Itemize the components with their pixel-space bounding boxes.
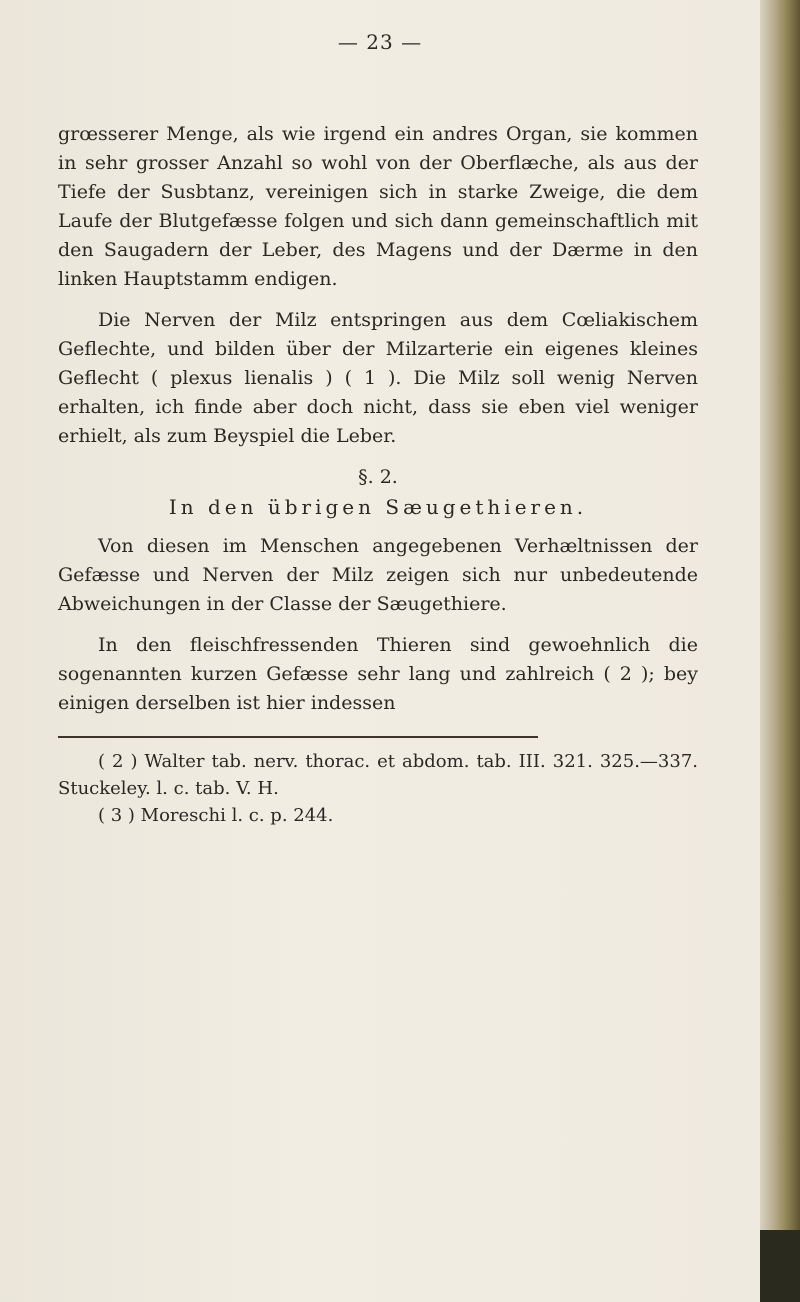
paragraph-mammals: Von diesen im Menschen angegebenen Verhæltnissen der Gefæsse und Nerven der Milz zeigen sich nur unbedeutende Abweichungen in der Classe der Sæugethiere. xyxy=(58,535,698,615)
page-content xyxy=(58,120,698,829)
book-edge-shadow xyxy=(760,1230,800,1302)
book-page: — 23 — grœsserer Menge, als wie irgend ein andres Organ, sie kommen in sehr grosser Anzahl so wohl von der Oberflæche, als aus der Tiefe der Susbtanz, vereinigen sich in starke Zweige, die dem Laufe der Blutgefæsse folgen und sich dann gemeinschaftlich mit den Saugadern der Leber, des Magens und der Dærme in den linken Hauptstamm endigen. Die Nerven der Milz entspringen aus dem Cœliakischem Geflechte, und bilden über der Milzarterie ein eigenes kleines Geflecht ( plexus lienalis ) ( 1 ). Die Milz soll wenig Nerven erhalten, ich finde aber doch nicht, dass sie eben viel weniger erhielt, als zum Beyspiel die Leber. §. 2. In den übrigen Sæugethieren. Von diesen im Menschen angegebenen Verhæltnissen der Gefæsse und Nerven der Milz zeigen sich nur unbedeutende Abweichungen in der Classe der Sæugethiere. In den fleischfressenden Thieren sind gewoehnlich die sogenannten kurzen Gefæsse sehr lang und zahlreich ( 2 ); bey einigen derselben ist hier indessen ( 2 ) Walter tab. nerv. thorac. et abdom. tab. III. 321. 325.—337. Stuckeley. l. c. tab. V. H. ( 3 ) Moreschi l. c. p. 244. xyxy=(0,0,760,1302)
book-edge xyxy=(760,0,800,1302)
footnotes xyxy=(58,748,698,829)
paragraph-nerves: Die Nerven der Milz entspringen aus dem Cœliakischem Geflechte, und bilden über der Milzarterie ein eigenes kleines Geflecht ( plexus lienalis ) ( 1 ). Die Milz soll wenig Nerven erhalten, ich finde aber doch nicht, dass sie eben viel weniger erhielt, als zum Beyspiel die Leber. xyxy=(58,309,698,447)
section-heading: In den übrigen Sæugethieren. xyxy=(168,495,588,519)
paragraph-carnivores: In den fleischfressenden Thieren sind gewoehnlich die sogenannten kurzen Gefæsse sehr lang und zahlreich ( 2 ); bey einigen derselben ist hier indessen xyxy=(58,634,698,714)
paragraph-lymph-vessels: grœsserer Menge, als wie irgend ein andres Organ, sie kommen in sehr grosser Anzahl so wohl von der Oberflæche, als aus der Tiefe der Susbtanz, vereinigen sich in starke Zweige, die dem Laufe der Blutgefæsse folgen und sich dann gemeinschaftlich mit den Saugadern der Leber, des Magens und der Dærme in den linken Hauptstamm endigen. xyxy=(58,123,698,290)
section-number: §. 2. xyxy=(358,466,398,488)
footnote-walter: ( 2 ) Walter tab. nerv. thorac. et abdom. tab. III. 321. 325.—337. Stuckeley. l. c. tab. V. H. xyxy=(58,751,698,799)
footnote-divider xyxy=(58,736,538,738)
footnote-moreschi: ( 3 ) Moreschi l. c. p. 244. xyxy=(98,805,334,826)
